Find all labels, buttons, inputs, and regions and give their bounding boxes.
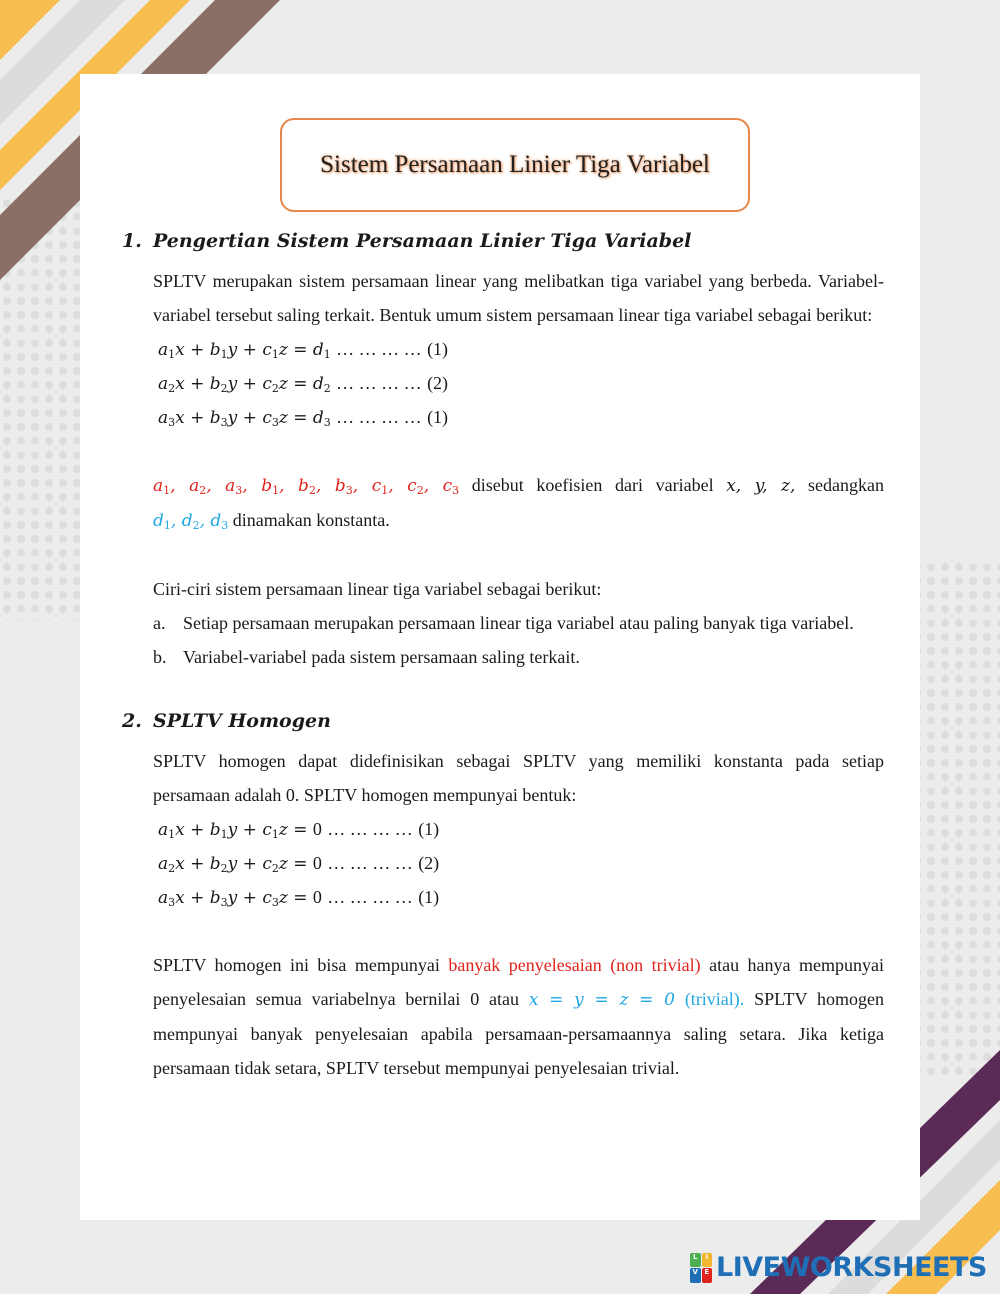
section-2-title: SPLTV Homogen — [153, 710, 331, 732]
title-box — [280, 118, 750, 212]
page-title: Sistem Persamaan Linier Tiga Variabel — [320, 151, 710, 178]
ciri-intro: Ciri-ciri sistem persamaan linear tiga variabel sebagai berikut: — [153, 579, 602, 599]
variables-xyz: x, y, z, — [726, 476, 796, 496]
section-2-intro: SPLTV homogen dapat didefinisikan sebagai SPLTV yang memiliki konstanta pada setiap persamaan adalah 0. SPLTV homogen mempunyai bentuk: — [153, 751, 884, 805]
section-1-intro: SPLTV merupakan sistem persamaan linear yang melibatkan tiga variabel yang berbeda. Variabel-variabel tersebut saling terkait. Bentuk umum sistem persamaan linear tiga variabel sebagai berikut: — [153, 271, 884, 325]
section-2-heading — [122, 710, 884, 744]
worksheet-page — [80, 74, 920, 1220]
section-2-number: 2. — [122, 710, 142, 732]
equation-2: $a_2x + b_2y + c_2z = d_2$ … … … … (2) — [158, 373, 449, 395]
coefficient-paragraph-line-1: $a_1$, $a_2$, $a_3$, $b_1$, $b_2$, $b_3$, $c_1$, $c_2$, $c_3$ disebut koefisien dari variabel x, y, z, sedangkan — [153, 475, 884, 497]
homogen-equation-3: $a_3x + b_3y + c_3z = 0$ … … … … (1) — [158, 887, 440, 909]
section-1-heading — [122, 230, 884, 264]
section-1-number: 1. — [122, 230, 142, 252]
coefficient-list: $a_1$, $a_2$, $a_3$, $b_1$, $b_2$, $b_3$, $c_1$, $c_2$, $c_3$ — [153, 476, 460, 497]
constant-list: $d_1$, $d_2$, $d_3$ — [153, 511, 229, 532]
content-body — [122, 230, 884, 1085]
homogen-equation-1: $a_1x + b_1y + c_1z = 0$ … … … … (1) — [158, 819, 440, 841]
equation-1: $a_1x + b_1y + c_1z = d_1$ … … … … (1) — [158, 339, 449, 361]
list-item: b. Variabel-variabel pada sistem persamaan saling terkait. — [153, 647, 580, 667]
section-1-title: Pengertian Sistem Persamaan Linier Tiga Variabel — [153, 230, 692, 252]
coefficient-paragraph-line-2: $d_1$, $d_2$, $d_3$ dinamakan konstanta. — [153, 510, 390, 532]
homogen-explanation: SPLTV homogen ini bisa mempunyai banyak penyelesaian (non trivial) atau hanya mempunyai penyelesaian semua variabelnya bernilai 0 atau x = y = z = 0 (trivial). SPLTV homogen mempunyai banyak penyelesaian apabila persamaan-persamaannya saling setara. Jika ketiga persamaan tidak setara, SPLTV tersebut mempunyai penyelesaian trivial. — [153, 955, 884, 1078]
liveworksheets-logo — [690, 1252, 987, 1283]
list-item: a. Setiap persamaan merupakan persamaan linear tiga variabel atau paling banyak tiga variabel. — [153, 613, 854, 633]
homogen-equation-2: $a_2x + b_2y + c_2z = 0$ … … … … (2) — [158, 853, 440, 875]
logo-text: LIVEWORKSHEETS — [716, 1252, 987, 1283]
equation-3: $a_3x + b_3y + c_3z = d_3$ … … … … (1) — [158, 407, 449, 429]
logo-mark-icon: L I V E — [690, 1253, 712, 1283]
